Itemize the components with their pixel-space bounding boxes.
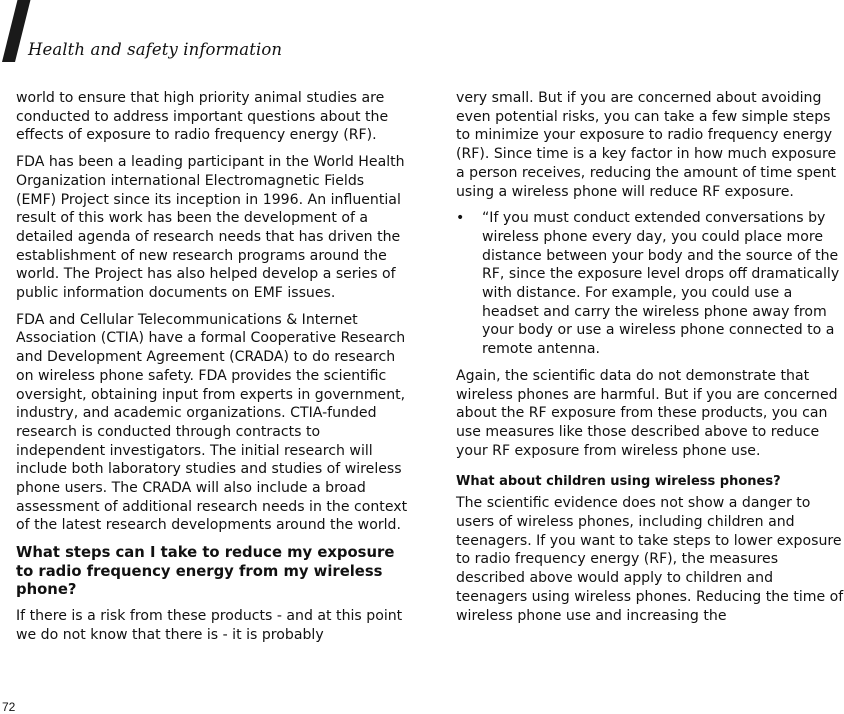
header-accent-bar bbox=[2, 0, 30, 62]
paragraph: If there is a risk from these products - and at this point we do not know that there is - it is probably bbox=[16, 607, 403, 643]
paragraph: very small. But if you are concerned about avoiding even potential risks, you can take a few simple steps to minimize your exposure to radio frequency energy (RF). Since time is a key factor in how much exposure a person receives, reducing the amount of time spent using a wireless phone will reduce RF exposure. bbox=[456, 90, 837, 200]
left-column bbox=[16, 89, 408, 652]
right-column bbox=[456, 89, 844, 633]
paragraph: FDA has been a leading participant in the World Health Organization international Electromagnetic Fields (EMF) Project since its inception in 1996. An influential result of this work has been the development of a detailed agenda of research needs that has driven the establishment of new research programs around the world. The Project has also helped develop a series of public information documents on EMF issues. bbox=[16, 154, 405, 302]
section-heading: What steps can I take to reduce my exposure to radio frequency energy from my wireless phone? bbox=[16, 544, 395, 599]
paragraph: world to ensure that high priority animal studies are conducted to address important questions about the effects of exposure to radio frequency energy (RF). bbox=[16, 90, 389, 144]
paragraph: FDA and Cellular Telecommunications & Internet Association (CTIA) have a formal Cooperative Research and Development Agreement (CRADA) to do research on wireless phone safety. FDA provides the scientific oversight, obtaining input from experts in government, industry, and academic organizations. CTIA-funded research is conducted through contracts to independent investigators. The initial research will include both laboratory studies and studies of wireless phone users. The CRADA will also include a broad assessment of additional research needs in the context of the latest research developments around the world. bbox=[16, 311, 408, 534]
page-number: 72 bbox=[2, 700, 16, 714]
bullet-item bbox=[456, 209, 844, 359]
paragraph: The scientific evidence does not show a danger to users of wireless phones, including children and teenagers. If you want to take steps to lower exposure to radio frequency energy (RF), the measures described above would apply to children and teenagers using wireless phones. Reducing the time of wireless phone use and increasing the bbox=[456, 495, 844, 624]
bullet-marker: • bbox=[456, 210, 465, 227]
paragraph: Again, the scientific data do not demonstrate that wireless phones are harmful. But if you are concerned about the RF exposure from these products, you can use measures like those described above to reduce your RF exposure from wireless phone use. bbox=[456, 367, 838, 459]
bullet-text: “If you must conduct extended conversations by wireless phone every day, you could place more distance between your body and the source of the RF, since the exposure level drops off dramatically with distance. For example, you could use a headset and carry the wireless phone away from your body or use a wireless phone connected to a remote antenna. bbox=[482, 210, 840, 358]
section-heading: What about children using wireless phones? bbox=[456, 474, 781, 490]
section-header: Health and safety information bbox=[28, 40, 283, 59]
